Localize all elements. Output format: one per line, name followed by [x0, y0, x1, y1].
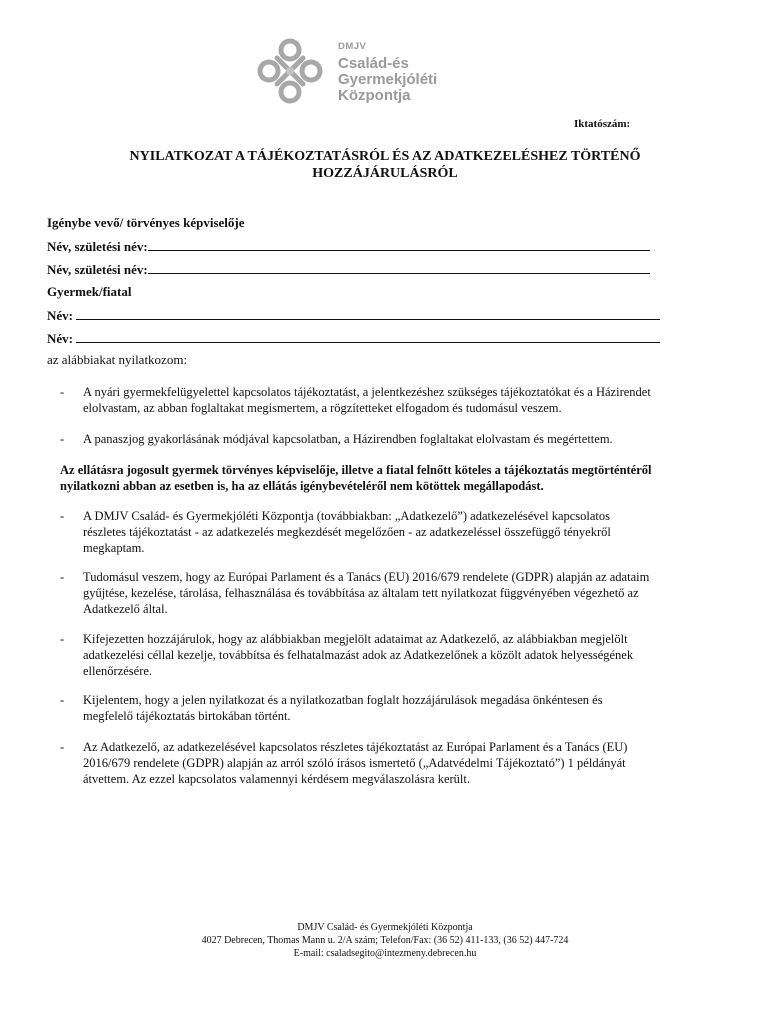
text-line: Adatkezelő által. [83, 602, 168, 616]
text-line: Tudomásul veszem, hogy az Európai Parlament és a Tanács (EU) 2016/679 rendelete (GDPR) alapján az adataim [83, 570, 650, 584]
text-line: ellenőrzésére. [83, 664, 153, 678]
name-birth-row-2 [47, 261, 650, 278]
bullet-text [83, 739, 743, 787]
child-name-label: Név: [47, 308, 73, 323]
name-birth-label: Név, születési név: [47, 239, 148, 254]
child-name-row-1 [47, 307, 660, 324]
text-line: Az Adatkezelő, az adatkezelésével kapcsolatos részletes tájékoztatást az Európai Parlament és a Tanács (EU) [83, 740, 628, 754]
title-line-1: NYILATKOZAT A TÁJÉKOZTATÁSRÓL ÉS AZ ADATKEZELÉSHEZ TÖRTÉNŐ [129, 149, 641, 164]
footer-org: DMJV Család- és Gyermekjóléti Központja [297, 922, 473, 933]
document-footer [0, 921, 770, 960]
text-line: átvettem. Az ezzel kapcsolatos valamennyi kérdésem megválaszolásra került. [83, 772, 470, 786]
name-birth-field[interactable] [148, 261, 650, 274]
name-birth-label: Név, születési név: [47, 262, 148, 277]
text-line: gyűjtése, kezelése, tárolása, felhasználása és továbbítása az általam tett nyilatkozat függvényében végezhető az [83, 586, 639, 600]
name-birth-field[interactable] [148, 238, 650, 251]
text-line: A panaszjog gyakorlásának módjával kapcsolatban, a Házirendben foglaltakat elolvastam és megértettem. [83, 432, 613, 446]
text-line: Kijelentem, hogy a jelen nyilatkozat és a nyilatkozatban foglalt hozzájárulások megadása önkéntesen és [83, 693, 603, 707]
title-line-2: HOZZÁJÁRULÁSRÓL [312, 166, 458, 181]
footer-email: E-mail: csaladsegito@intezmeny.debrecen.hu [293, 948, 477, 959]
name-birth-row-1 [47, 238, 650, 255]
bullet-text [83, 692, 743, 724]
logo-line-1: Család-és [338, 55, 409, 72]
bullet-dash: - [60, 570, 65, 584]
text-line: Kifejezetten hozzájárulok, hogy az alábbiakban megjelölt adataimat az Adatkezelő, az alábbiakban megjelölt [83, 632, 628, 646]
declaration-intro: az alábbiakat nyilatkozom: [47, 352, 188, 367]
text-line: megkaptam. [83, 541, 145, 555]
text-line: elolvastam, az abban foglaltakat megismertem, a rögzítetteket elfogadom és tudomásul veszem. [83, 401, 562, 415]
organization-logo [250, 36, 480, 106]
section-child-heading: Gyermek/fiatal [47, 284, 132, 299]
knot-emblem-icon [250, 36, 330, 106]
logo-line-2: Gyermekjóléti [338, 71, 438, 88]
section-representative-heading: Igénybe vevő/ törvényes képviselője [47, 215, 245, 230]
text-line: A DMJV Család- és Gyermekjóléti Központja (továbbiakban: „Adatkezelő”) adatkezelésével kapcsolatos [83, 509, 611, 523]
child-name-field[interactable] [76, 307, 660, 320]
document-title [60, 148, 710, 182]
child-name-field[interactable] [76, 330, 660, 343]
text-line: adatkezelési céllal kezelje, továbbítsa és felhatalmazást adok az Adatkezelőnek a közölt adatok helyességének [83, 648, 634, 662]
bullet-dash: - [60, 632, 65, 646]
bullet-dash: - [60, 385, 65, 399]
text-line: Az ellátásra jogosult gyermek törvényes képviselője, illetve a fiatal felnőtt köteles a tájékoztatás megtörténtéről [60, 463, 652, 477]
bullet-dash: - [60, 432, 65, 446]
registration-number-label: Iktatószám: [574, 118, 631, 130]
logo-org: DMJV [338, 41, 367, 52]
bullet-text [83, 431, 743, 447]
logo-line-3: Központja [338, 87, 411, 104]
bullet-dash: - [60, 740, 65, 754]
bullet-dash: - [60, 509, 65, 523]
text-line: részletes tájékoztatást - az adatkezelés megkezdését megelőzően - az adatkezeléssel összefüggő tényekről [83, 525, 611, 539]
child-name-row-2 [47, 330, 660, 347]
text-line: A nyári gyermekfelügyelettel kapcsolatos tájékoztatást, a jelentkezéshez szükséges tájékoztatókat és a Házirendet [83, 385, 651, 399]
text-line: megfelelő tájékoztatás birtokában történt. [83, 709, 291, 723]
text-line: 2016/679 rendelete (GDPR) alapján az arról szóló írásos ismertető („Adatvédelmi Tájékoztató”) 1 példányát [83, 756, 626, 770]
legal-notice [60, 462, 736, 494]
bullet-text [83, 569, 743, 617]
text-line: nyilatkozni abban az esetben is, ha az ellátás igénybevételéről nem kötöttek megállapodást. [60, 479, 544, 493]
bullet-text [83, 508, 723, 556]
bullet-dash: - [60, 693, 65, 707]
logo-wordmark [338, 39, 437, 104]
footer-address: 4027 Debrecen, Thomas Mann u. 2/A szám; Telefon/Fax: (36 52) 411-133, (36 52) 447-724 [201, 935, 569, 946]
child-name-label: Név: [47, 331, 73, 346]
bullet-text [83, 631, 743, 679]
bullet-text [83, 384, 763, 416]
